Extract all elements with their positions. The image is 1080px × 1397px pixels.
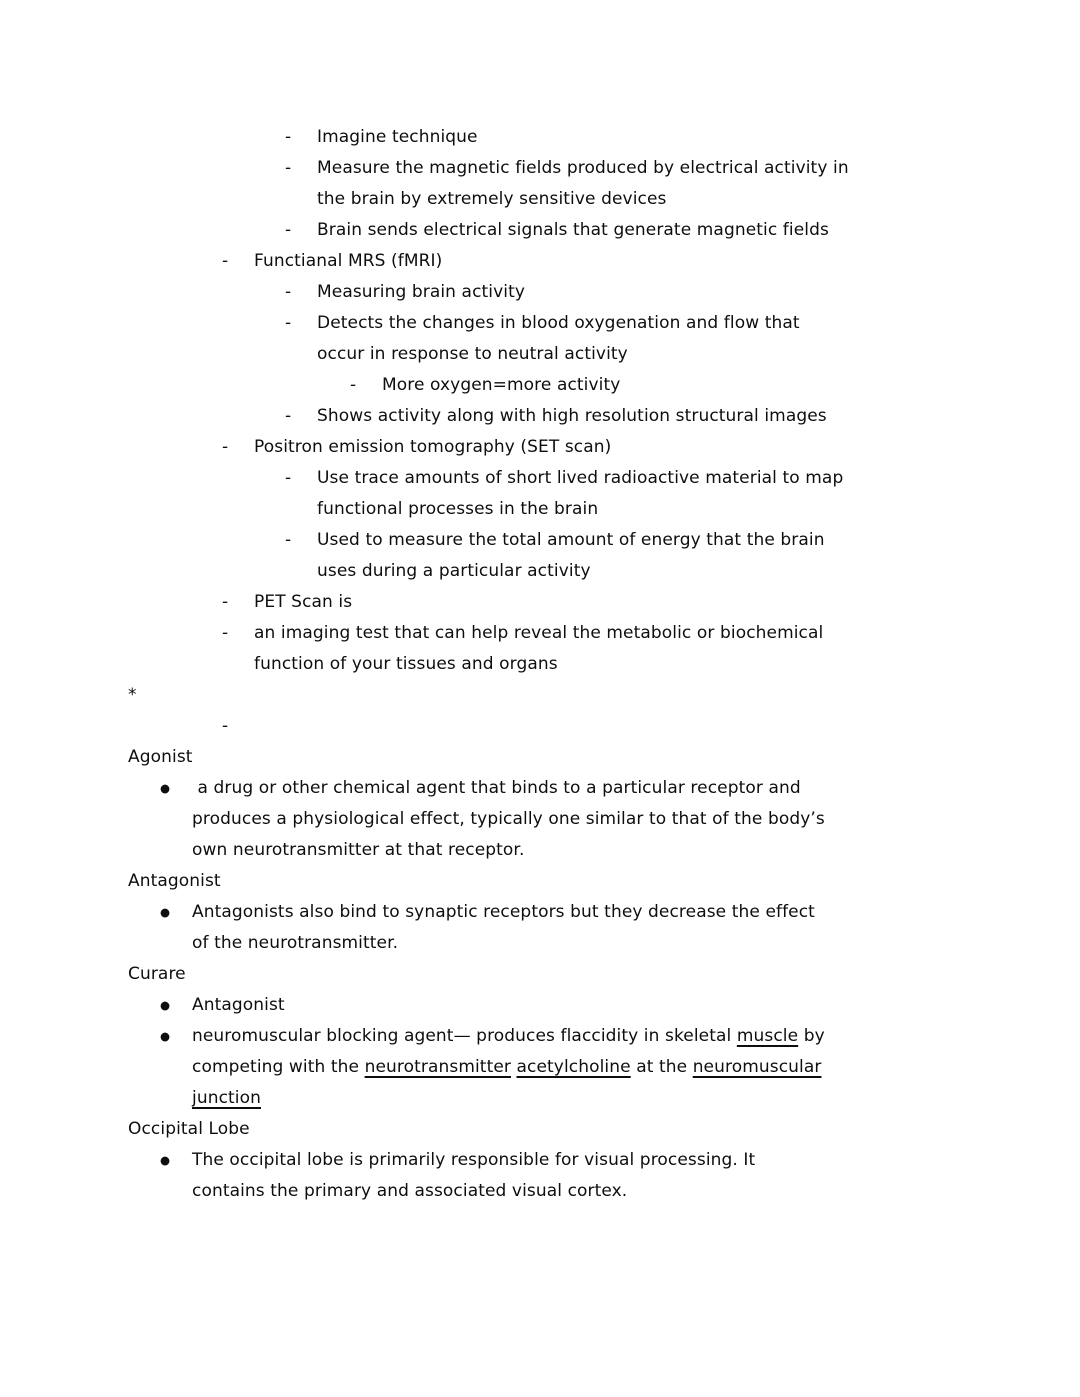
line-text: PET Scan is <box>254 592 353 612</box>
dash-marker: - <box>350 375 357 395</box>
line-text <box>192 1026 825 1046</box>
underlined-text: neurotransmitter <box>364 1057 511 1077</box>
text-segment: neuromuscular blocking agent— produces flaccidity in skeletal <box>192 1026 737 1046</box>
doc-line-continuation <box>128 184 1040 215</box>
doc-line <box>128 618 1040 649</box>
underlined-text: junction <box>192 1088 261 1108</box>
asterisk-line <box>128 680 1040 711</box>
line-text: the brain by extremely sensitive devices <box>317 189 667 209</box>
text-segment: by <box>798 1026 825 1046</box>
line-text: Measure the magnetic fields produced by electrical activity in <box>317 158 849 178</box>
bullet-marker: ● <box>160 1029 171 1043</box>
dash-marker: - <box>285 313 292 333</box>
bullet-marker: ● <box>160 905 171 919</box>
dash-marker: - <box>222 251 229 271</box>
line-text: More oxygen=more activity <box>382 375 621 395</box>
doc-line <box>128 370 1040 401</box>
line-text: Imagine technique <box>317 127 478 147</box>
doc-line <box>128 1145 1040 1176</box>
heading-text: Curare <box>128 964 186 984</box>
line-text: a drug or other chemical agent that binds to a particular receptor and <box>192 778 801 798</box>
doc-line <box>128 990 1040 1021</box>
bullet-marker: ● <box>160 781 171 795</box>
empty-dash-line <box>128 711 1040 742</box>
line-text: produces a physiological effect, typically one similar to that of the body’s <box>192 809 825 829</box>
dash-marker: - <box>285 127 292 147</box>
doc-line <box>128 246 1040 277</box>
heading-text: Antagonist <box>128 871 221 891</box>
line-text: Positron emission tomography (SET scan) <box>254 437 612 457</box>
doc-line <box>128 587 1040 618</box>
doc-line-continuation <box>128 804 1040 835</box>
doc-line-continuation <box>128 928 1040 959</box>
term-heading-agonist <box>128 742 1040 773</box>
bullet-marker: ● <box>160 998 171 1012</box>
line-text: Antagonists also bind to synaptic receptors but they decrease the effect <box>192 902 815 922</box>
line-text: function of your tissues and organs <box>254 654 558 674</box>
line-text: an imaging test that can help reveal the metabolic or biochemical <box>254 623 824 643</box>
doc-line <box>128 401 1040 432</box>
line-text: occur in response to neutral activity <box>317 344 628 364</box>
dash-marker: - <box>285 406 292 426</box>
doc-line-continuation <box>128 649 1040 680</box>
underlined-text: muscle <box>736 1026 799 1046</box>
dash-marker: - <box>285 158 292 178</box>
doc-line <box>128 897 1040 928</box>
term-heading-occipital-lobe <box>128 1114 1040 1145</box>
doc-line <box>128 122 1040 153</box>
underlined-text: neuromuscular <box>692 1057 822 1077</box>
term-heading-curare <box>128 959 1040 990</box>
dash-marker: - <box>285 530 292 550</box>
text-segment: competing with the <box>192 1057 365 1077</box>
doc-line-continuation <box>128 1052 1040 1083</box>
line-text: Detects the changes in blood oxygenation and flow that <box>317 313 800 333</box>
doc-line <box>128 525 1040 556</box>
doc-line <box>128 277 1040 308</box>
line-text: The occipital lobe is primarily responsible for visual processing. It <box>192 1150 756 1170</box>
line-text: Functianal MRS (fMRI) <box>254 251 443 271</box>
doc-line <box>128 432 1040 463</box>
document-body <box>128 122 1040 1207</box>
line-text: Use trace amounts of short lived radioactive material to map <box>317 468 844 488</box>
doc-line-continuation <box>128 835 1040 866</box>
line-text: own neurotransmitter at that receptor. <box>192 840 525 860</box>
asterisk-glyph: * <box>128 685 137 705</box>
doc-line <box>128 1021 1040 1052</box>
dash-marker: - <box>222 437 229 457</box>
line-text: contains the primary and associated visual cortex. <box>192 1181 628 1201</box>
doc-line <box>128 215 1040 246</box>
dash-marker: - <box>285 282 292 302</box>
doc-line-continuation <box>128 556 1040 587</box>
doc-line-continuation <box>128 1083 1040 1114</box>
line-text <box>192 1057 821 1077</box>
bullet-marker: ● <box>160 1153 171 1167</box>
line-text: Measuring brain activity <box>317 282 526 302</box>
doc-line <box>128 153 1040 184</box>
dash-marker: - <box>285 468 292 488</box>
heading-text: Occipital Lobe <box>128 1119 250 1139</box>
text-segment: at the <box>630 1057 693 1077</box>
line-text: Antagonist <box>192 995 285 1015</box>
underlined-text: acetylcholine <box>516 1057 631 1077</box>
doc-line-continuation <box>128 494 1040 525</box>
dash-marker: - <box>222 592 229 612</box>
dash-marker: - <box>222 716 229 736</box>
dash-marker: - <box>222 623 229 643</box>
line-text: Brain sends electrical signals that generate magnetic fields <box>317 220 829 240</box>
line-text <box>192 1088 261 1108</box>
doc-line-continuation <box>128 1176 1040 1207</box>
doc-line-continuation <box>128 339 1040 370</box>
doc-line <box>128 773 1040 804</box>
line-text: Used to measure the total amount of energy that the brain <box>317 530 825 550</box>
doc-line <box>128 308 1040 339</box>
heading-text: Agonist <box>128 747 193 767</box>
dash-marker: - <box>285 220 292 240</box>
term-heading-antagonist <box>128 866 1040 897</box>
line-text: Shows activity along with high resolution structural images <box>317 406 827 426</box>
doc-line <box>128 463 1040 494</box>
line-text: uses during a particular activity <box>317 561 591 581</box>
line-text: of the neurotransmitter. <box>192 933 399 953</box>
line-text: functional processes in the brain <box>317 499 599 519</box>
